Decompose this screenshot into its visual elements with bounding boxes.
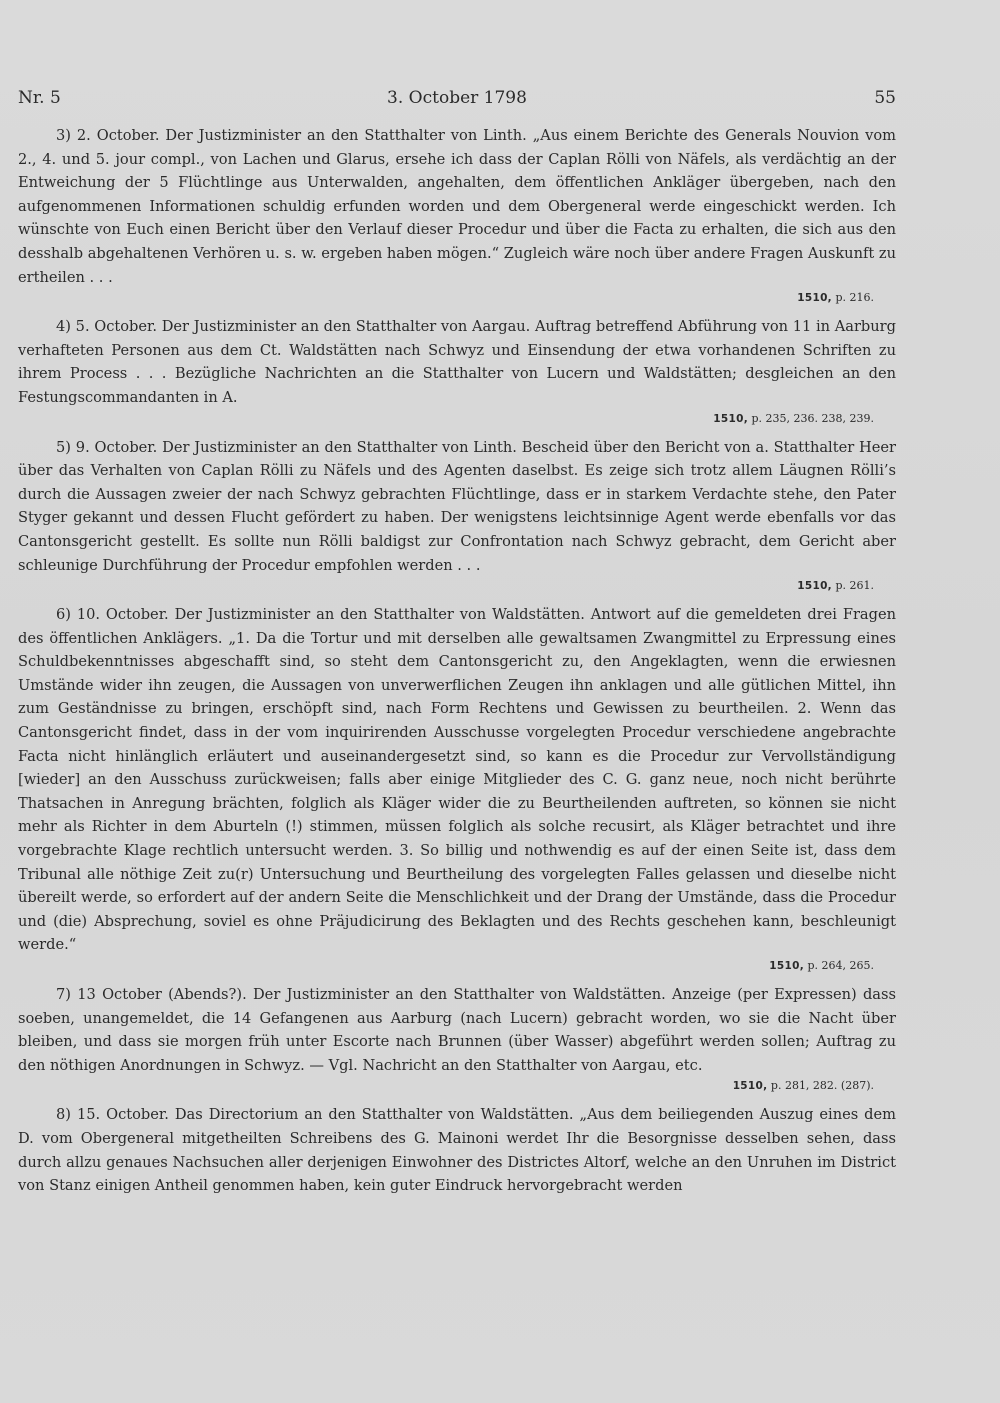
page-header (18, 88, 896, 114)
entry-6 (18, 603, 896, 975)
page-number: 55 (874, 88, 896, 108)
source-reference: 1510, p. 216. (797, 291, 874, 305)
entry-text: 4) 5. October. Der Justizminister an den Statthalter von Aargau. Auftrag betreffend Abführung von 11 in Aarburg verhafteten Personen aus dem Ct. Waldstätten nach Schwyz und Einsendung der etwa vorhandenen Schriften zu ihrem Process . . . Bezügliche Nachrichten an die Statthalter von Lucern und Waldstätten; desgleichen an den Festungscommandanten in A. (18, 318, 896, 406)
source-reference: 1510, p. 281, 282. (287). (732, 1079, 874, 1093)
entry-5 (18, 436, 896, 596)
entry-8 (18, 1103, 896, 1197)
entry-4 (18, 315, 896, 427)
entry-text: 3) 2. October. Der Justizminister an den Statthalter von Linth. „Aus einem Berichte des Generals Nouvion vom 2., 4. und 5. jour compl., von Lachen und Glarus, ersehe ich dass der Caplan Rölli von Näfels, als verdächtig an der Entweichung der 5 Flüchtlinge aus Unterwalden, angehalten, dem öffentlichen Ankläger übergeben, nach den aufgenommenen Informationen schuldig erfunden worden und dem Obergeneral werde eingeschickt werden. Ich wünschte von Euch einen Bericht über den Verlauf dieser Procedur und über die Facta zu erhalten, die sich aus den desshalb abgehaltenen Verhören u. s. w. ergeben haben mögen.“ Zugleich wäre noch über andere Fragen Auskunft zu ertheilen . . . (18, 127, 896, 286)
entry-text: 5) 9. October. Der Justizminister an den Statthalter von Linth. Bescheid über den Bericht von a. Statthalter Heer über das Verhalten von Caplan Rölli zu Näfels und des Agenten daselbst. Es zeige sich trotz allem Läugnen Rölli’s durch die Aussagen zweier der nach Schwyz gebrachten Flüchtlinge, dass er in starkem Verdachte stehe, den Pater Styger gekannt und dessen Flucht gefördert zu haben. Der wenigstens leichtsinnige Agent werde ebenfalls vor das Cantonsgericht gestellt. Es sollte nun Rölli baldigst zur Confrontation nach Schwyz gebracht, dem Gericht aber schleunige Durchführung der Procedur empfohlen werden . . . (18, 438, 896, 574)
source-reference: 1510, p. 261. (797, 579, 874, 593)
source-reference: 1510, p. 235, 236. 238, 239. (713, 411, 874, 425)
source-reference: 1510, p. 264, 265. (769, 959, 874, 972)
entry-7 (18, 983, 896, 1095)
entry-text: 6) 10. October. Der Justizminister an den Statthalter von Waldstätten. Antwort auf die gemeldeten drei Fragen des öffentlichen Anklägers. „1. Da die Tortur und mit derselben alle gewaltsamen Zwangmittel zu Erpressung eines Schuldbekenntnisses abgeschafft sind, so steht dem Cantonsgericht zu, den Angeklagten, wenn die erwiesnen Umstände wider ihn zeugen, die Aussagen von unverwerflichen Zeugen ihn anklagen und alle gütlichen Mittel, ihn zum Geständnisse zu bringen, erschöpft sind, nach Form Rechtens und Gewissen zu beurtheilen. 2. Wenn das Cantonsgericht findet, dass in der vom inquirirenden Ausschusse vorgelegten Procedur verschiedene angebrachte Facta nicht hinlänglich erläutert und auseinandergesetzt sind, so kann es die Procedur zur Vervollständigung [wieder] an den Ausschuss zurückweisen; falls aber einige Mitglieder des C. G. ganz neue, noch nicht berührte Thatsachen in Anregung brächten, folglich als Kläger wider die zu Beurtheilenden auftreten, so können sie nicht mehr als Richter in dem Aburteln (!) stimmen, müssen folglich als solche recusirt, als Kläger betrachtet und ihre vorgebrachte Klage rechtlich untersucht werden. 3. So billig und nothwendig es auf der einen Seite ist, dass dem Tribunal alle nöthige Zeit zu(r) Untersuchung und Beurtheilung des vorgelegten Falles gelassen und dieselbe nicht übereilt werde, so erfordert auf der andern Seite die Menschlichkeit und der Drang der Umstände, dass die Procedur und (die) Absprechung, soviel es ohne Präjudicirung des Beklagten und des Rechts geschehen kann, beschleunigt werde.“ (18, 606, 896, 954)
page-date: 3. October 1798 (387, 88, 527, 108)
entry-3 (18, 124, 896, 307)
document-number: Nr. 5 (18, 88, 61, 108)
page-body (18, 124, 896, 1198)
entry-text: 7) 13 October (Abends?). Der Justizminister an den Statthalter von Waldstätten. Anzeige (per Expressen) dass soeben, unangemeldet, die 14 Gefangenen aus Aarburg (nach Lucern) gebracht worden, wo sie die Nacht über bleiben, und dass sie morgen früh unter Escorte nach Brunnen (über Wasser) abgeführt werden sollen; Auftrag zu den nöthigen Anordnungen in Schwyz. — Vgl. Nachricht an den Statthalter von Aargau, etc. (18, 986, 896, 1074)
entry-text: 8) 15. October. Das Directorium an den Statthalter von Waldstätten. „Aus dem beiliegenden Auszug eines dem D. vom Obergeneral mitgetheilten Schreibens des G. Mainoni werdet Ihr die Besorgnisse desselben sehen, dass durch allzu genaues Nachsuchen aller derjenigen Einwohner des Districtes Altorf, welche an den Unruhen im District von Stanz einigen Antheil genommen haben, kein guter Eindruck hervorgebracht werden (18, 1106, 896, 1195)
